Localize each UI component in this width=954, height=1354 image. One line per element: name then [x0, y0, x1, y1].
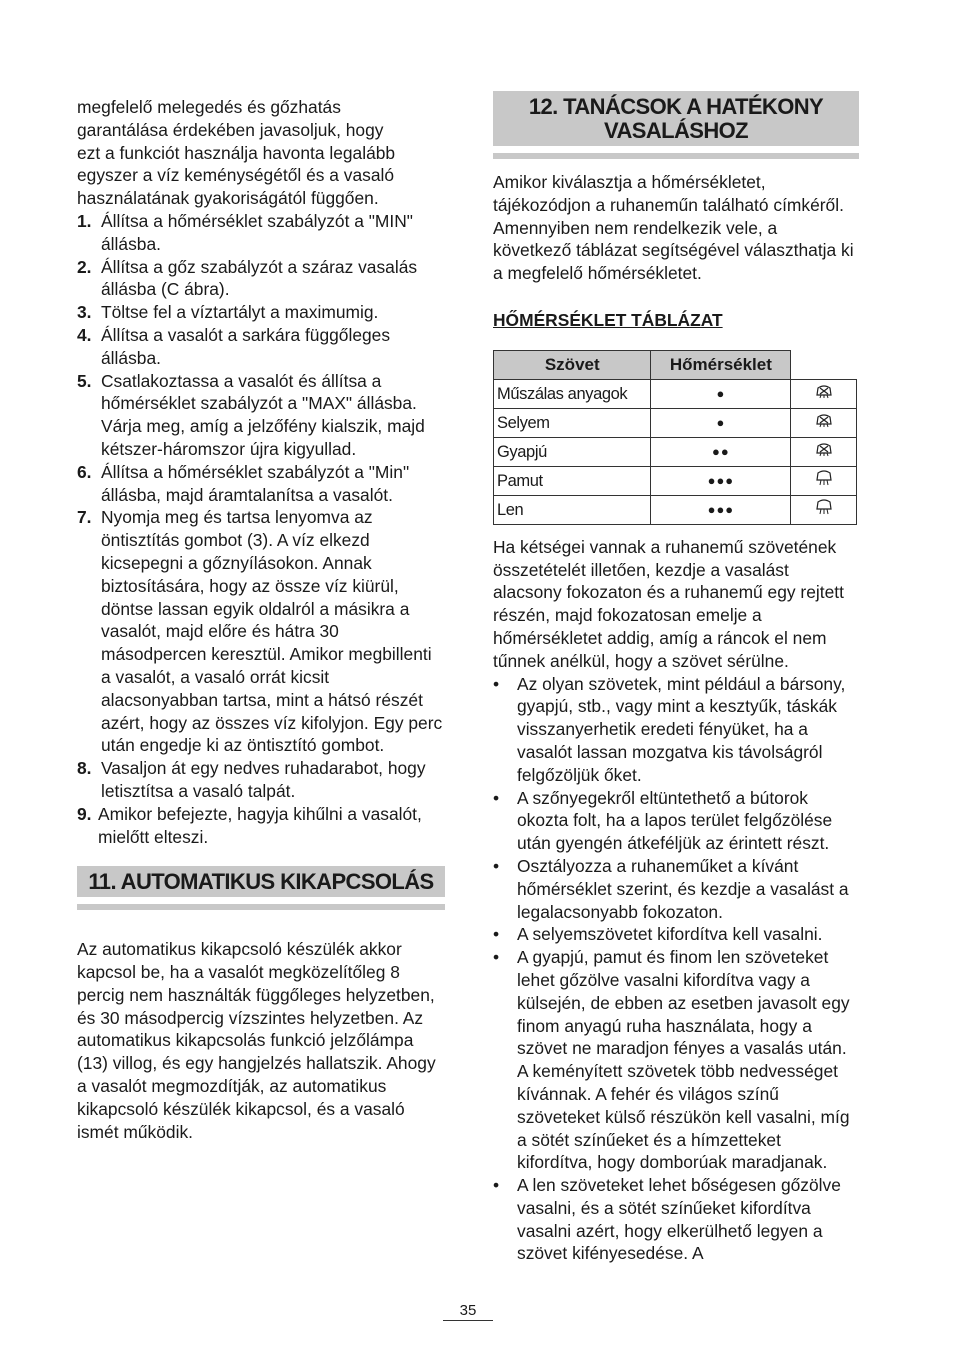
list-item: 6. Állítsa a hőmérséklet szabályzót a "Min" állásba, majd áramtalanítsa a vasalót. [77, 461, 410, 505]
fabric-cell: Len [494, 495, 651, 524]
list-item: • Osztályozza a ruhaneműket a kívánt hőmérséklet szerint, és kezdje a vasalást a legalacsonyabb fokozaton. [493, 855, 849, 922]
steam-icon [791, 466, 857, 495]
list-item: • A len szöveteket lehet bőségesen gőzölve vasalni, és a sötét színűeket kifordítva vasalni azért, hogy elkerülhető legyen a szövet kifényesedése. A [493, 1175, 841, 1264]
fabric-column-header: Szövet [494, 350, 651, 379]
list-item: 8. Vasaljon át egy nedves ruhadarabot, hogy letisztítsa a vasaló talpát. [77, 758, 426, 801]
blank-header-cell [791, 350, 857, 379]
list-item: 9. Amikor befejezte, hagyja kihűlni a vasalót, mielőtt elteszi. [77, 803, 422, 847]
steam-icon [791, 495, 857, 524]
temperature-dots-cell: ●●● [651, 495, 791, 524]
list-item: • A szőnyegekről eltüntethető a bútorok okozta folt, ha a lapos terület felgőzölése után gyengén átkeféljük az érintett részt. [493, 787, 833, 854]
left-column [77, 96, 445, 1143]
list-item: 2. Állítsa a gőz szabályzót a száraz vasalás állásba (C ábra). [77, 256, 418, 300]
page-number: 35 [443, 1302, 493, 1321]
table-row [494, 437, 857, 466]
list-item: • A selyemszövetet kifordítva kell vasalni. [493, 924, 823, 945]
table-header-row [494, 350, 857, 379]
list-item: 4. Állítsa a vasalót a sarkára függőleges állásba. [77, 324, 391, 368]
tips-list [493, 673, 859, 1266]
advice-paragraph: Ha kétségei vannak a ruhanemű szövetének összetételét illetően, kezdje a vasalást alacsony fokozaton és a ruhanemű egy rejtett részén, majd fokozatosan emelje a hőmérsékletet addig, amíg a ráncok el nem tűnnek anélkül, hogy a szövet sérülne. [493, 536, 844, 671]
list-item: • Az olyan szövetek, mint például a bársony, gyapjú, stb., vagy mint a kesztyűk, táskák visszanyerhetik eredeti fényüket, ha a vasalót lassan mozgatva kis távolságról felgőzöljük őket. [493, 673, 846, 785]
fabric-cell: Pamut [494, 466, 651, 495]
no-steam-icon [791, 379, 857, 408]
list-item: 1. Állítsa a hőmérséklet szabályzót a "MIN" állásba. [77, 210, 413, 254]
list-item: 3. Töltse fel a víztartályt a maximumig. [77, 302, 379, 323]
list-item: 5. Csatlakoztassa a vasalót és állítsa a hőmérséklet szabályzót a "MAX" állásba. Várja meg, amíg a jelzőfény kialszik, majd kétszer-háromszor újra kigyullad. [77, 370, 425, 459]
temperature-dots-cell: ● [651, 408, 791, 437]
temperature-dots-cell: ● [651, 379, 791, 408]
section-11-divider [77, 904, 445, 910]
section-12-heading: 12. TANÁCSOK A HATÉKONY VASALÁSHOZ [493, 91, 859, 146]
temperature-dots-cell: ●●● [651, 466, 791, 495]
section-12-intro: Amikor kiválasztja a hőmérsékletet, tájékozódjon a ruhaneműn található címkéről. Amennyiben nem rendelkezik vele, a következő táblázat segítségével választhatja ki a megfelelő hőmérsékletet. [493, 172, 854, 284]
no-steam-icon [791, 408, 857, 437]
temperature-table-title: HŐMÉRSÉKLET TÁBLÁZAT [493, 309, 723, 330]
fabric-cell: Gyapjú [494, 437, 651, 466]
section-12-divider [493, 153, 859, 159]
fabric-cell: Selyem [494, 408, 651, 437]
list-item: • A gyapjú, pamut és finom len szöveteket lehet gőzölve vasalni kifordítva vagy a külsején, de ebben az esetben javasolt egy finom anyagú ruha használata, hogy a szövet ne maradjon fényes a vasalás után. A keményített szövetek több nedvességet kívánnak. A fehér és világos színű szöveteket külső részükön kell vasalni, míg a sötét színűeket és a hímzetteket kifordítva, hogy domborúak maradjanak. [493, 947, 850, 1173]
right-column [493, 91, 859, 1265]
temperature-column-header: Hőmérséklet [651, 350, 791, 379]
section-11-body: Az automatikus kikapcsoló készülék akkor kapcsol be, ha a vasalót megközelítőleg 8 percig nem használták függőleges helyzetben, és 30 másodpercig vízszintes helyzetben. Az automatikus kikapcsolás funkció jelzőlámpa (13) villog, és egy hangjelzés hallatszik. Ahogy a vasalót megmozdítják, az automatikus kikapcsoló készülék kikapcsol, és a vasaló ismét működik. [77, 939, 436, 1142]
cleaning-steps-list [77, 210, 445, 848]
intro-paragraph: megfelelő melegedés és gőzhatás garantálása érdekében javasoljuk, hogy ezt a funkciót használja havonta legalább egyszer a víz keménységétől és a vasaló használatának gyakoriságától függően. [77, 97, 396, 209]
section-11-heading: 11. AUTOMATIKUS KIKAPCSOLÁS [77, 866, 445, 897]
no-steam-icon [791, 437, 857, 466]
table-row [494, 379, 857, 408]
table-row [494, 466, 857, 495]
table-row [494, 495, 857, 524]
temperature-dots-cell: ●● [651, 437, 791, 466]
table-row [494, 408, 857, 437]
list-item: 7. Nyomja meg és tartsa lenyomva az öntisztítás gombot (3). A víz elkezd kicsepegni a gőznyílásokon. Annak biztosítására, hogy az össze víz kiürül, döntse lassan egyik oldalról a másikra a vasalót, majd előre és hátra 30 másodpercen keresztül. Amikor megbillenti a vasalót, a vasaló orrát kicsit alacsonyabban tartsa, mint a hátsó részét azért, hogy az összes víz kifolyjon. Egy perc után engedje ki az öntisztító gombot. [77, 507, 443, 756]
fabric-cell: Műszálas anyagok [494, 379, 651, 408]
temperature-table [493, 350, 857, 525]
